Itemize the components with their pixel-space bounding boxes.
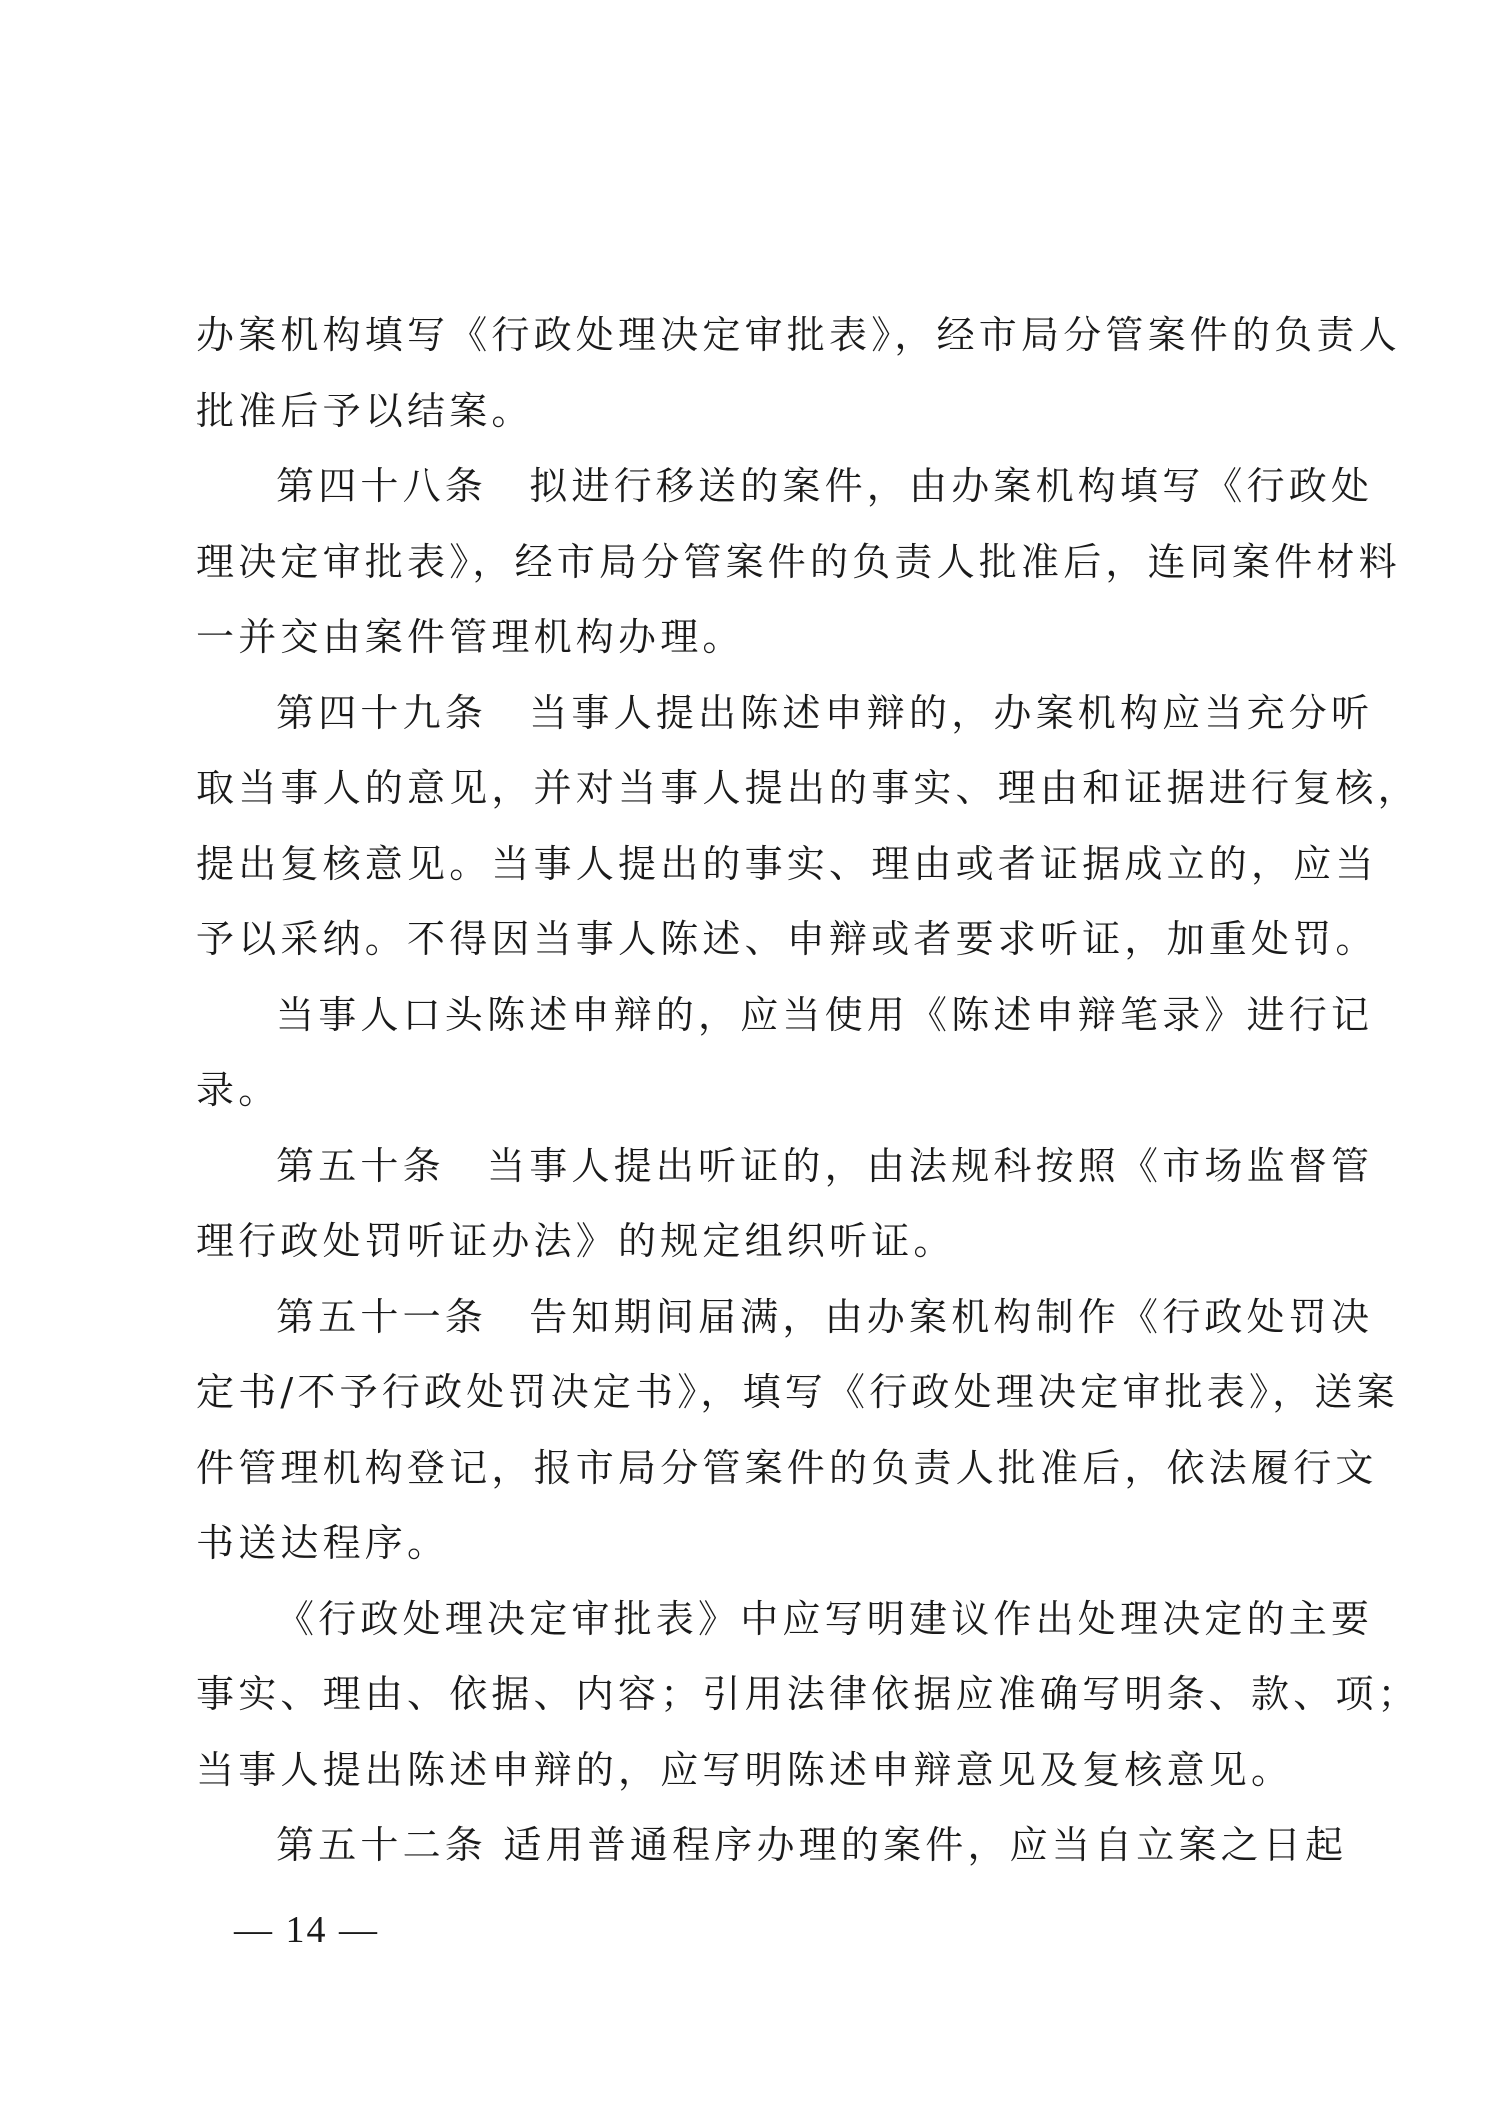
- text-line: 批准后予以结案。: [196, 388, 534, 433]
- article-52-line: 第五十二条 适用普通程序办理的案件，应当自立案之日起: [276, 1823, 1348, 1867]
- text-line: 录。: [196, 1068, 281, 1112]
- body-text: [196, 298, 1420, 1884]
- text-line: 理决定审批表》，经市局分管案件的负责人批准后，连同案件材料: [196, 539, 1401, 584]
- text-line: 予以采纳。不得因当事人陈述、申辩或者要求听证，加重处罚。: [196, 917, 1378, 961]
- text-line: 书送达程序。: [196, 1521, 450, 1565]
- article-51-line: 第五十一条 告知期间届满，由办案机构制作《行政处罚决: [276, 1294, 1374, 1339]
- text-line: 事实、理由、依据、内容；引用法律依据应准确写明条、款、项；: [196, 1672, 1420, 1716]
- article-48-line: 第四十八条 拟进行移送的案件，由办案机构填写《行政处: [276, 464, 1374, 508]
- text-line: 《行政处理决定审批表》中应写明建议作出处理决定的主要: [276, 1596, 1374, 1641]
- text-line: 定书/不予行政处罚决定书》，填写《行政处理决定审批表》，送案: [196, 1370, 1399, 1414]
- article-49-line: 第四十九条 当事人提出陈述申辩的，办案机构应当充分听: [276, 690, 1374, 735]
- text-line: 理行政处罚听证办法》的规定组织听证。: [196, 1219, 956, 1263]
- page-number: — 14 —: [234, 1909, 379, 1951]
- article-50-line: 第五十条 当事人提出听证的，由法规科按照《市场监督管: [276, 1143, 1374, 1188]
- text-line: 提出复核意见。当事人提出的事实、理由或者证据成立的，应当: [196, 841, 1378, 886]
- text-line: 件管理机构登记，报市局分管案件的负责人批准后，依法履行文: [196, 1445, 1378, 1490]
- text-line: 一并交由案件管理机构办理。: [196, 615, 745, 659]
- text-line: 取当事人的意见，并对当事人提出的事实、理由和证据进行复核，: [196, 766, 1420, 810]
- text-line: 当事人提出陈述申辩的，应写明陈述申辩意见及复核意见。: [196, 1747, 1294, 1792]
- text-line: 当事人口头陈述申辩的，应当使用《陈述申辩笔录》进行记: [276, 992, 1374, 1037]
- text-line: 办案机构填写《行政处理决定审批表》，经市局分管案件的负责人: [196, 313, 1401, 357]
